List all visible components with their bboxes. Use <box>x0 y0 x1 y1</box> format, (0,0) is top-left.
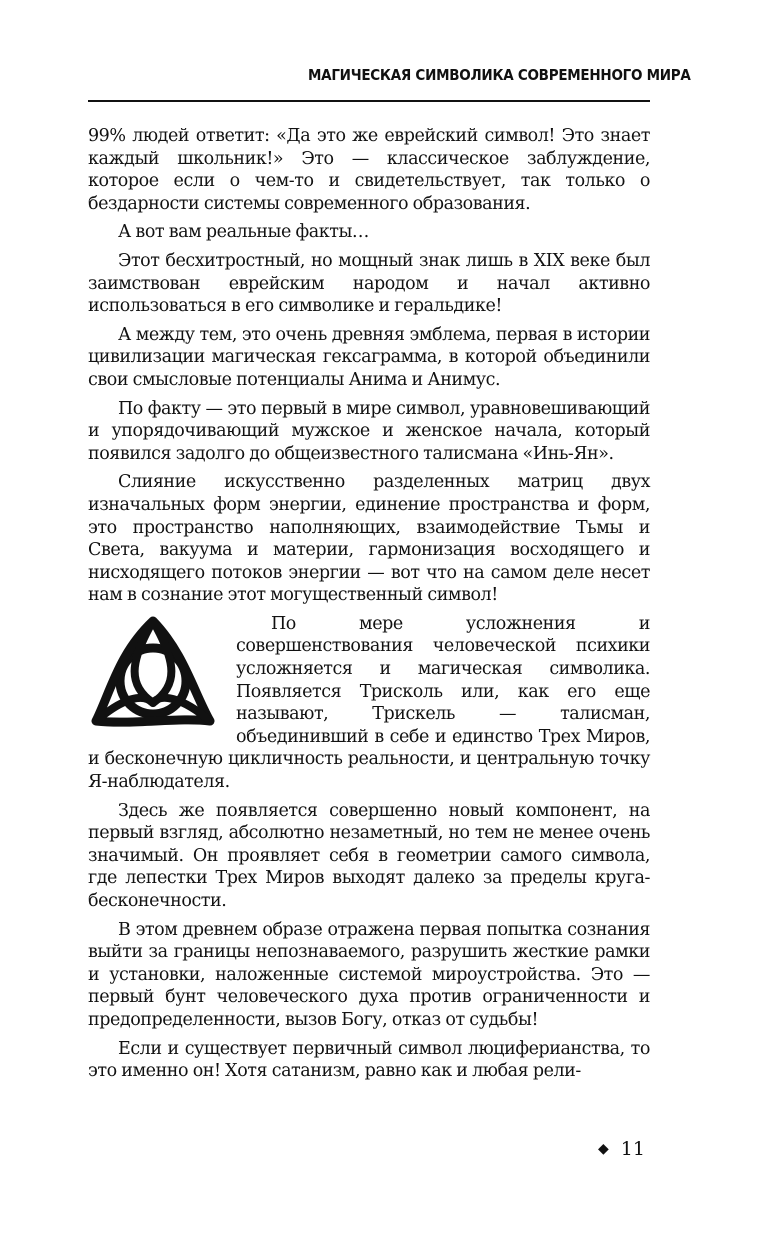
running-title: МАГИЧЕСКАЯ СИМВОЛИКА СОВРЕМЕННОГО МИРА <box>308 66 691 84</box>
paragraph: По факту — это первый в мире символ, уравновешивающий и упорядочивающий мужское и женское начала, который появился задолго до общеизвестного талисмана «Инь-Ян». <box>88 398 650 464</box>
page-footer <box>598 1138 645 1160</box>
page-number: 11 <box>620 1138 645 1160</box>
paragraph: В этом древнем образе отражена первая попытка сознания выйти за границы непознаваемого, разрушить жесткие рамки и установки, наложенные системой мироустройства. Это — первый бунт человеческого духа против ограниченности и предопределенности, вызов Богу, отказ от судьбы! <box>88 919 650 1030</box>
triquetra-icon <box>84 613 222 731</box>
paragraph: А вот вам реальные факты… <box>118 222 369 243</box>
page-body <box>88 125 650 1089</box>
paragraph: Здесь же появляется совершенно новый компонент, на первый взгляд, абсолютно незаметный, но тем не менее очень значимый. Он проявляет себя в геометрии самого символа, где лепестки Трех Миров выходят далеко за пределы круга-бесконечности. <box>88 800 650 911</box>
diamond-icon: ◆ <box>598 1141 609 1157</box>
header-rule <box>88 100 650 102</box>
paragraph: 99% людей ответит: «Да это же еврейский символ! Это знает каждый школьник!» Это — классическое заблуждение, которое если о чем-то и свидетельствует, так только о бездарности системы современного образования. <box>88 126 650 214</box>
paragraph: Если и существует первичный символ люциферианства, то это именно он! Хотя сатанизм, равно как и любая рели- <box>88 1038 650 1082</box>
paragraph: Слияние искусственно разделенных матриц двух изначальных форм энергии, единение пространства и форм, это пространство наполняющих, взаимодействие Тьмы и Света, вакуума и материи, гармонизация восходящего и нисходящего потоков энергии — вот что на самом деле несет нам в сознание этот могущественный символ! <box>88 472 650 606</box>
paragraph: А между тем, это очень древняя эмблема, первая в истории цивилизации магическая гексаграмма, в которой объединили свои смысловые потенциалы Анима и Анимус. <box>88 324 650 390</box>
paragraph: По мере усложнения и совершенствования человеческой психики усложняется и магическая символика. Появляется Трисколь или, как его еще называют, Трискель — талисман, объединивший в себе и единство Трех Миров, и бесконечную цикличность реальности, и центральную точку Я-наблюдателя. <box>88 613 650 793</box>
paragraph: Этот бесхитростный, но мощный знак лишь в XIX веке был заимствован еврейским народом и начал активно использоваться в его символике и геральдике! <box>88 250 650 317</box>
